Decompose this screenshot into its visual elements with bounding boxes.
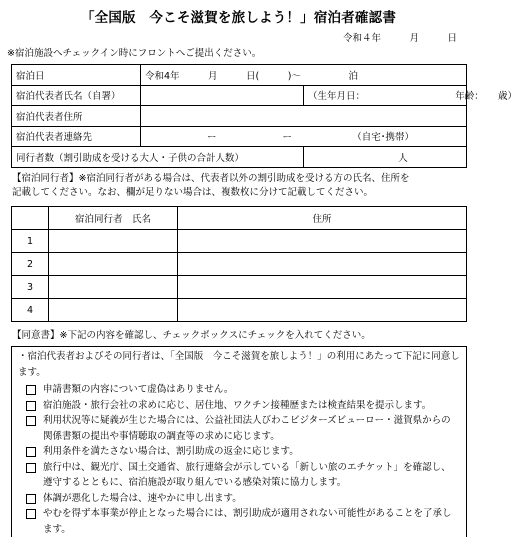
- consent-checkbox[interactable]: [26, 416, 36, 426]
- companion-name-field[interactable]: [49, 230, 178, 253]
- contact-type: （自宅･携帯）: [352, 132, 414, 144]
- consent-item: [12, 444, 466, 460]
- companions-table: [11, 206, 467, 322]
- companion-address-field[interactable]: [178, 230, 467, 253]
- companion-address-field[interactable]: [178, 276, 467, 299]
- companion-name-field[interactable]: [49, 276, 178, 299]
- table-row: [12, 253, 467, 276]
- consent-item: [12, 491, 466, 507]
- consent-checkbox[interactable]: [26, 401, 36, 411]
- companion-row-number: 4: [12, 299, 49, 322]
- table-row: [12, 276, 467, 299]
- table-row: [12, 230, 467, 253]
- stay-date-label: 宿泊日: [12, 65, 141, 86]
- companion-row-number: 3: [12, 276, 49, 299]
- rep-contact-label: 宿泊代表者連絡先: [12, 126, 141, 147]
- consent-checkbox[interactable]: [26, 447, 36, 457]
- companion-count-label: 同行者数（割引助成を受ける大人・子供の合計人数）: [12, 147, 304, 168]
- companion-address-field[interactable]: [178, 299, 467, 322]
- companion-row-number: 2: [12, 253, 49, 276]
- submission-note: ※宿泊施設へチェックイン時にフロントへご提出ください。: [7, 48, 262, 59]
- consent-heading: 【同意書】※下記の内容を確認し、チェックボックスにチェックを入れてください。: [12, 330, 371, 341]
- contact-dash-2: ー: [282, 132, 293, 144]
- rep-name-field[interactable]: [141, 85, 304, 106]
- table-row: [12, 299, 467, 322]
- consent-checkbox[interactable]: [26, 463, 36, 473]
- consent-item: [12, 382, 466, 398]
- consent-item-text: 宿泊施設・旅行会社の求めに応じ、居住地、ワクチン接種歴または検査結果を提示します。: [43, 399, 432, 411]
- rep-birth-field[interactable]: （生年月日： 年齢： 歳）: [304, 85, 467, 106]
- consent-item-text: 利用状況等に疑義が生じた場合には、公益社団法人びわこビジターズビューロー・滋賀県からの関係書類の提出や事情聴取の調査等の求めに応じます。: [43, 415, 451, 442]
- consent-box: [11, 346, 467, 537]
- stay-date-field[interactable]: 令和4年 月 日( )～ 泊: [141, 65, 467, 86]
- companion-count-field[interactable]: 人: [304, 147, 467, 168]
- consent-item-text: 利用条件を満たさない場合は、割引助成の返金に応じます。: [43, 446, 299, 457]
- consent-checkbox[interactable]: [26, 509, 36, 519]
- consent-item-text: 申請書類の内容について虚偽はありません。: [43, 384, 234, 395]
- consent-item: [12, 413, 466, 444]
- consent-item-text: やむを得ず本事業が停止となった場合には、割引助成が適用されない可能性があることを了承します。: [43, 508, 452, 535]
- companion-name-header: 宿泊同行者 氏名: [49, 207, 178, 230]
- companion-name-field[interactable]: [49, 253, 178, 276]
- contact-dash-1: ー: [207, 132, 217, 144]
- consent-item: [12, 506, 466, 537]
- companions-heading: [12, 172, 409, 200]
- companion-address-header: 住所: [178, 207, 467, 230]
- consent-item-text: 旅行中は、観光庁、国土交通省、旅行連絡会が示している「新しい旅のエチケット」を確認し、遵守するとともに、宿泊施設が取り組んでいる感染対策に協力します。: [43, 461, 451, 488]
- companion-name-field[interactable]: [49, 299, 178, 322]
- companions-heading-line2: 記載してください。なお、欄が足りない場合は、複数枚に分けて記載してください。: [12, 187, 374, 198]
- companions-heading-line1: 【宿泊同行者】※宿泊同行者がある場合は、代表者以外の割引助成を受ける方の氏名、住所を: [12, 173, 410, 184]
- companion-num-header: [12, 207, 49, 230]
- consent-checkbox[interactable]: [26, 385, 36, 395]
- consent-checkbox[interactable]: [26, 494, 36, 504]
- rep-contact-field[interactable]: [141, 126, 467, 147]
- page-title: 「全国版 今こそ滋賀を旅しよう！」宿泊者確認書: [80, 10, 397, 26]
- representative-table: [11, 64, 517, 168]
- rep-name-label: 宿泊代表者氏名（自署）: [12, 85, 141, 106]
- companion-address-field[interactable]: [178, 253, 467, 276]
- rep-address-label: 宿泊代表者住所: [12, 106, 141, 127]
- rep-address-field[interactable]: [141, 106, 467, 127]
- consent-item: [12, 398, 466, 414]
- consent-intro: ・宿泊代表者およびその同行者は、「全国版 今こそ滋賀を旅しよう！」の利用にあたって下記に同意します。: [18, 351, 460, 378]
- companion-row-number: 1: [12, 230, 49, 253]
- date-field[interactable]: 令和４年 月 日: [342, 33, 457, 44]
- consent-item-text: 体調が悪化した場合は、速やかに申し出ます。: [43, 492, 242, 504]
- consent-item: [12, 460, 466, 491]
